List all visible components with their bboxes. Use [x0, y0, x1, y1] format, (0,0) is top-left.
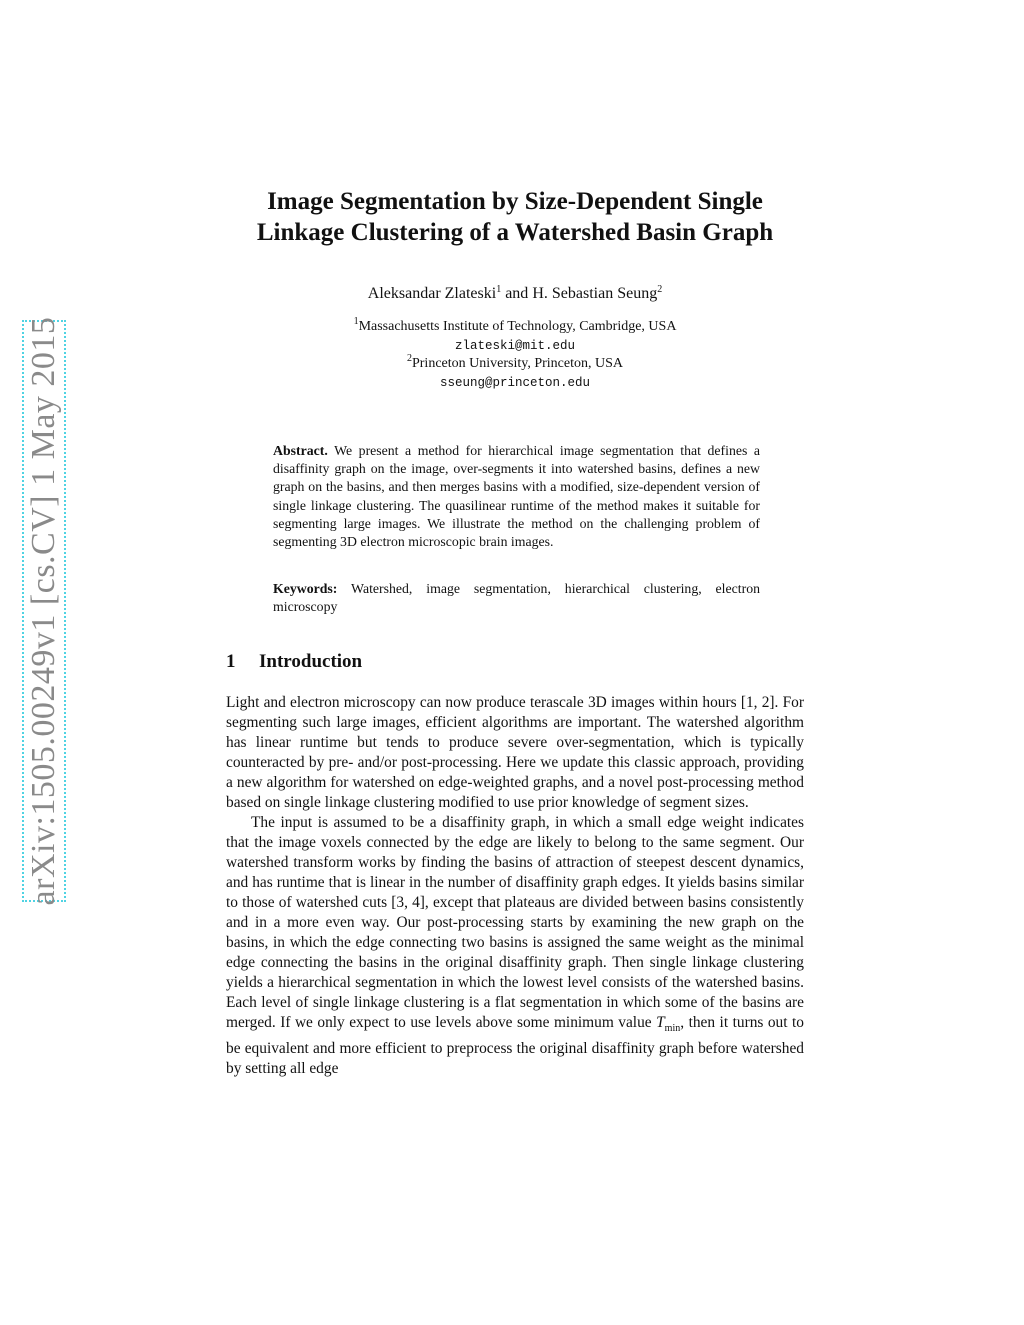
keywords-text: Watershed, image segmentation, hierarchical clustering, electron microscopy: [273, 581, 760, 615]
affiliation-1: [200, 318, 830, 337]
body-text: [226, 693, 804, 1079]
author-email: sseung@princeton.edu: [439, 375, 591, 390]
keywords-label: Keywords:: [273, 581, 338, 596]
author-connector: and: [501, 285, 533, 302]
math-subscript: min: [664, 1023, 681, 1035]
affiliations: [200, 318, 830, 392]
section-number: 1: [226, 651, 236, 672]
title-line-1: Image Segmentation by Size-Dependent Single: [267, 188, 763, 215]
paragraph: [226, 813, 804, 1079]
paragraph-text: , then it turns out to be equivalent and more efficient to preprocess the original disaffinity graph before watershed by setting all edge: [226, 1014, 804, 1078]
affiliation-marker: 1: [496, 284, 502, 295]
author-email: zlateski@mit.edu: [454, 338, 576, 353]
abstract-text: We present a method for hierarchical image segmentation that defines a disaffinity graph on the image, over-segments it into watershed basins, defines a new graph on the basins, and then merges basins with a modified, size-dependent version of single linkage clustering. The quasilinear runtime of the method makes it suitable for segmenting large images. We illustrate the method on the challenging problem of segmenting 3D electron microscopic brain images.: [273, 443, 760, 550]
author-list: [200, 284, 830, 304]
title-line-2: Linkage Clustering of a Watershed Basin Graph: [256, 219, 774, 246]
author-name: H. Sebastian Seung: [532, 285, 658, 302]
paragraph: Light and electron microscopy can now produce terascale 3D images within hours [1, 2]. For segmenting such large images, efficient algorithms are important. The watershed algorithm has linear runtime but tends to produce severe over-segmentation, which is typically counteracted by pre- and/or post-processing. Here we update this classic approach, providing a new algorithm for watershed on edge-weighted graphs, and a novel post-processing method based on single linkage clustering modified to use prior knowledge of segment sizes.: [226, 694, 804, 811]
arxiv-stamp: [22, 316, 66, 906]
affiliation-2: [200, 355, 830, 374]
section-heading: [226, 650, 362, 674]
abstract-label: Abstract.: [273, 443, 328, 458]
affiliation-name: Princeton University, Princeton, USA: [411, 356, 623, 371]
keywords: [273, 580, 760, 616]
affiliation-name: Massachusetts Institute of Technology, Cambridge, USA: [358, 319, 677, 334]
math-symbol: T: [656, 1014, 665, 1031]
abstract: [273, 442, 760, 551]
paper-title: [200, 186, 830, 248]
affiliation-marker: 2: [406, 353, 412, 364]
section-title: Introduction: [259, 651, 363, 672]
author-name: Aleksandar Zlateski: [367, 285, 497, 302]
paragraph-text: The input is assumed to be a disaffinity graph, in which a small edge weight indicates that the image voxels connected by the edge are likely to belong to the same segment. Our watershed transform works by finding the basins of attraction of steepest descent dynamics, and has runtime that is linear in the number of disaffinity graph edges. It yields basins similar to those of watershed cuts [3, 4], except that plateaus are divided between basins consistently and in a more even way. Our post-processing starts by examining the new graph on the basins, in which the edge connecting two basins is assigned the same weight as the minimal edge connecting the basins in the original disaffinity graph. Then single linkage clustering yields a hierarchical segmentation in which the lowest level consists of the watershed basins. Each level of single linkage clustering is a flat segmentation in which some of the basins are merged. If we only expect to use levels above some minimum value: [226, 814, 804, 1031]
affiliation-marker: 1: [353, 316, 359, 327]
affiliation-marker: 2: [657, 284, 663, 295]
arxiv-identifier: arXiv:1505.00249v1 [cs.CV] 1 May 2015: [25, 316, 62, 906]
